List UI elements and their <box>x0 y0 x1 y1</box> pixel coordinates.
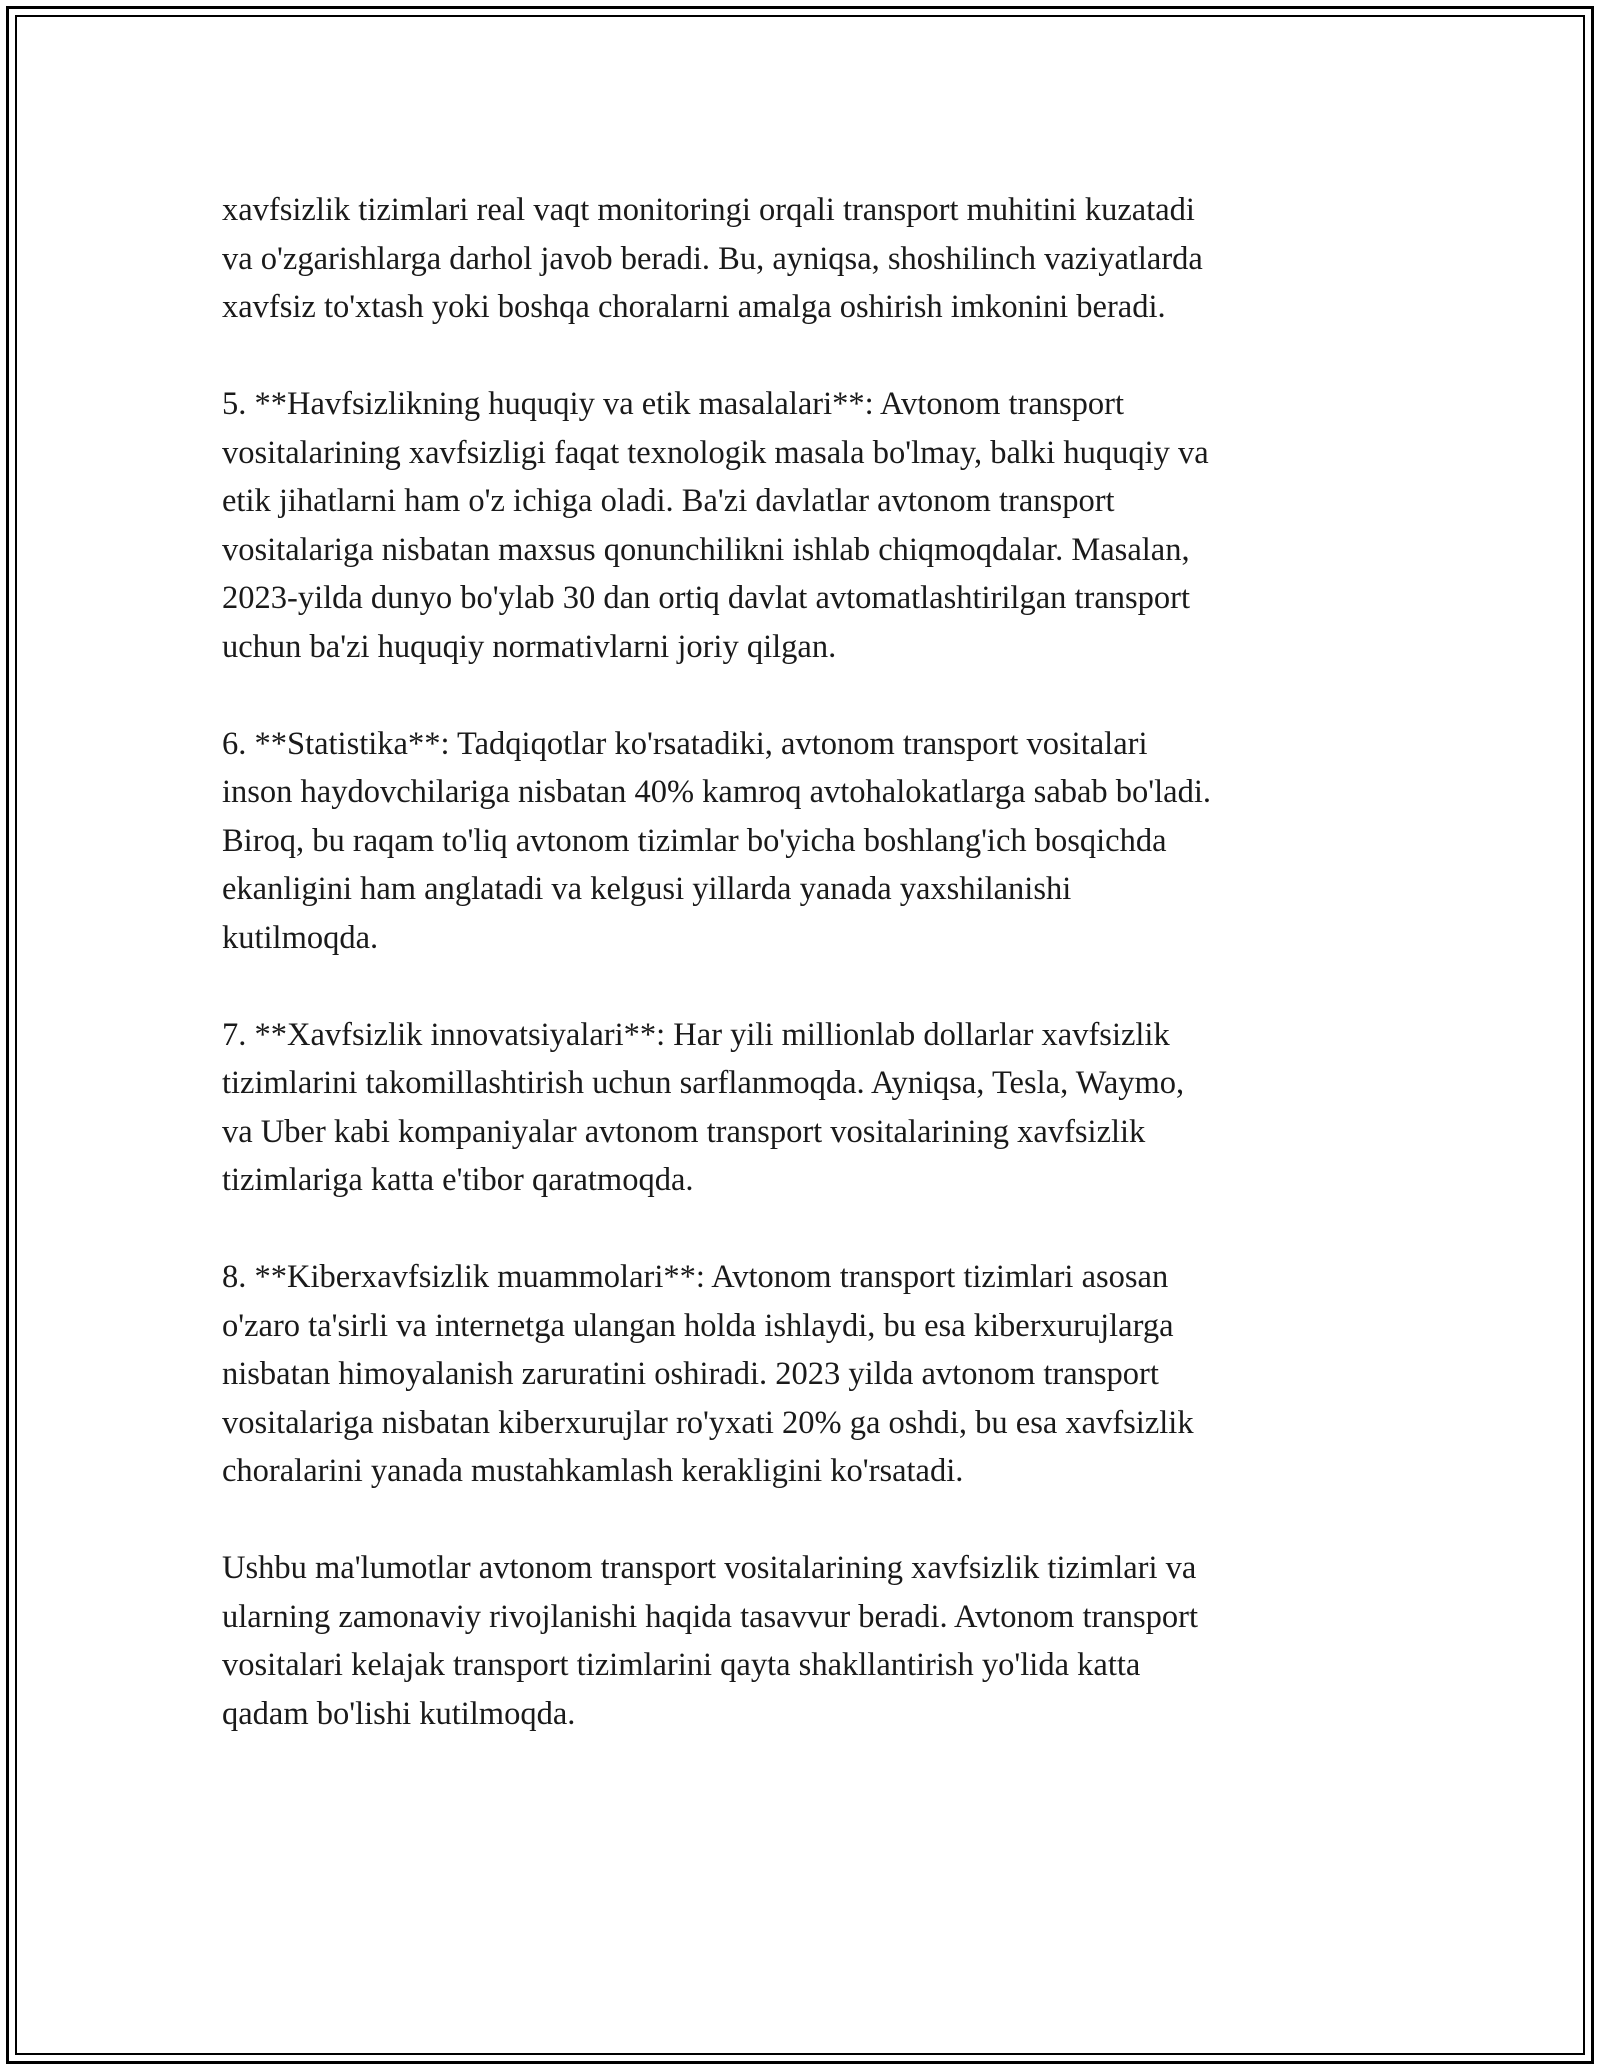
paragraph-monitoring-intro: xavfsizlik tizimlari real vaqt monitoringi orqali transport muhitini kuzatadi va o'zgarishlarga darhol javob beradi. Bu, ayniqsa, shoshilinch vaziyatlarda xavfsiz to'xtash yoki boshqa choralarni amalga oshirish imkonini beradi. <box>222 192 1203 325</box>
paragraph-cybersecurity: 8. **Kiberxavfsizlik muammolari**: Avtonom transport tizimlari asosan o'zaro ta'sirli va internetga ulangan holda ishlaydi, bu esa kiberxurujlarga nisbatan himoyalanish zaruratini oshiradi. 2023 yilda avtonom transport vositalariga nisbatan kiberxurujlar ro'yxati 20% ga oshdi, bu esa xavfsizlik choralarini yanada mustahkamlash kerakligini ko'rsatadi. <box>222 1259 1194 1489</box>
paragraph-legal-ethical: 5. **Havfsizlikning huquqiy va etik masalalari**: Avtonom transport vositalarining xavfsizligi faqat texnologik masala bo'lmay, balki huquqiy va etik jihatlarni ham o'z ichiga oladi. Ba'zi davlatlar avtonom transport vositalariga nisbatan maxsus qonunchilikni ishlab chiqmoqdalar. Masalan, 2023-yilda dunyo bo'ylab 30 dan ortiq davlat avtomatlashtirilgan transport uchun ba'zi huquqiy normativlarni joriy qilgan. <box>222 386 1209 665</box>
paragraph-conclusion: Ushbu ma'lumotlar avtonom transport vositalarining xavfsizlik tizimlari va ularning zamonaviy rivojlanishi haqida tasavvur beradi. Avtonom transport vositalari kelajak transport tizimlarini qayta shakllantirish yo'lida katta qadam bo'lishi kutilmoqda. <box>222 1550 1198 1732</box>
document-body <box>222 186 1372 1787</box>
paragraph-statistics: 6. **Statistika**: Tadqiqotlar ko'rsatadiki, avtonom transport vositalari inson haydovchilariga nisbatan 40% kamroq avtohalokatlarga sabab bo'ladi. Biroq, bu raqam to'liq avtonom tizimlar bo'yicha boshlang'ich bosqichda ekanligini ham anglatadi va kelgusi yillarda yanada yaxshilanishi kutilmoqda. <box>222 725 1212 956</box>
paragraph-safety-innovations: 7. **Xavfsizlik innovatsiyalari**: Har yili millionlab dollarlar xavfsizlik tizimlarini takomillashtirish uchun sarflanmoqda. Ayniqsa, Tesla, Waymo, va Uber kabi kompaniyalar avtonom transport vositalarining xavfsizlik tizimlariga katta e'tibor qaratmoqda. <box>222 1016 1185 1198</box>
